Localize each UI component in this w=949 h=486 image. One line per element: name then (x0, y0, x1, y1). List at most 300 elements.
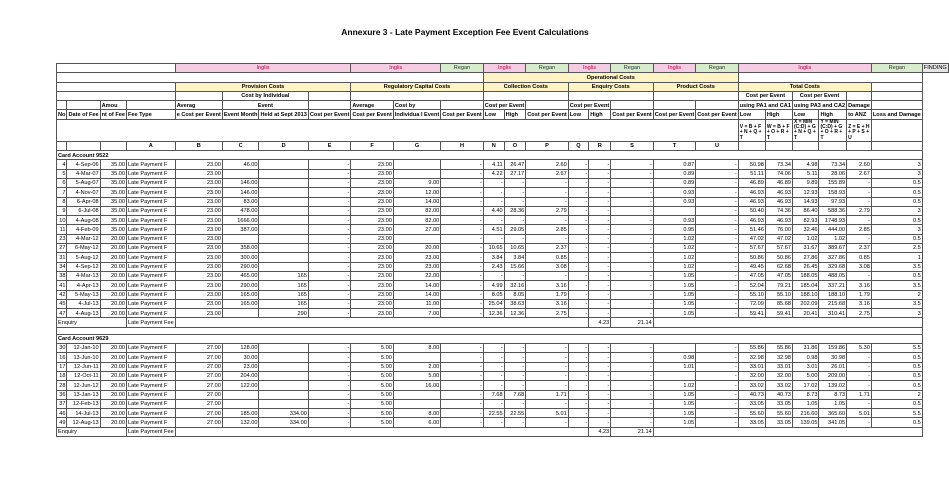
cell-x: 188.10 (792, 290, 819, 299)
cell-amt: 35.00 (100, 169, 126, 178)
cell-o: 15.66 (504, 262, 526, 271)
cell-aa: 0.5 (871, 381, 922, 390)
cell-y: 389.67 (819, 244, 847, 253)
cell-y: 1.05 (819, 399, 847, 408)
cell-s: - (611, 197, 654, 206)
cell-type: Late Payment F (126, 253, 175, 262)
cell-date: 13-Jan-13 (67, 390, 100, 399)
cell-type: Late Payment F (126, 381, 175, 390)
cell-n: 10.65 (483, 244, 504, 253)
cell-o: 32.16 (504, 281, 526, 290)
cell-y: 488.05 (819, 271, 847, 280)
cell-q: - (568, 169, 588, 178)
cell-q: - (568, 206, 588, 215)
letter-row: A B C D E F G H N O P Q R S T U (57, 141, 949, 150)
table-row (57, 169, 949, 178)
cell-y: 341.05 (819, 418, 847, 427)
cell-y: 97.93 (819, 197, 847, 206)
cell-h: - (441, 381, 484, 390)
cell-w: 79.21 (765, 281, 792, 290)
pa1-ca1-label: using PA1 and CA1 (739, 102, 791, 109)
cell-q: - (568, 299, 588, 308)
cell-o: 27.17 (504, 169, 526, 178)
cell-y: 329.68 (819, 262, 847, 271)
cell-b: 27.00 (175, 390, 222, 399)
formula-w: W = B + F + O + R + T (765, 119, 792, 141)
cell-c: 122.00 (222, 381, 259, 390)
cell-amt: 35.00 (100, 206, 126, 215)
cell-f: 5.00 (351, 362, 394, 371)
cell-w: 74.06 (765, 169, 792, 178)
cell-w: 32.98 (765, 353, 792, 362)
cell-w: 55.86 (765, 344, 792, 353)
cell-n: - (483, 381, 504, 390)
cell-r: - (589, 197, 611, 206)
cell-g: 16.00 (393, 381, 440, 390)
cell-y: 1.02 (819, 234, 847, 243)
cell-b: 23.00 (175, 253, 222, 262)
cell-v: 50.98 (738, 160, 765, 169)
cell-e: - (308, 262, 351, 271)
cell-aa: 0.5 (871, 271, 922, 280)
cell-t: 1.02 (653, 262, 696, 271)
cost-per-event-pa1-label: Cost per Event (738, 91, 792, 100)
cell-r: - (589, 169, 611, 178)
cell-n: 4.99 (483, 281, 504, 290)
table-row (57, 390, 949, 399)
cell-p: - (526, 371, 569, 380)
cell-c: 185.00 (222, 409, 259, 418)
cell-c: 30.00 (222, 353, 259, 362)
cell-s: - (611, 418, 654, 427)
section-label: Card Account 9629 (57, 334, 923, 343)
cell-date: 6-May-12 (67, 244, 100, 253)
cell-t: 0.89 (653, 178, 696, 187)
cell-aa: 3.5 (871, 299, 922, 308)
cell-r: - (589, 225, 611, 234)
cell-s: - (611, 309, 654, 318)
cell-q: - (568, 271, 588, 280)
cell-v: 32.98 (738, 353, 765, 362)
cell-h: - (441, 225, 484, 234)
cell-y: 28.06 (819, 169, 847, 178)
cell-date: 12-Aug-13 (67, 418, 100, 427)
cell-g: 27.00 (393, 225, 440, 234)
cell-g: 5.00 (393, 371, 440, 380)
cell-s: - (611, 399, 654, 408)
cell-q: - (568, 253, 588, 262)
cell-g: 8.00 (393, 409, 440, 418)
cell-d (259, 234, 308, 243)
cell-b: 23.00 (175, 188, 222, 197)
cell-w: 40.73 (765, 390, 792, 399)
cell-q: - (568, 344, 588, 353)
cell-e: - (308, 381, 351, 390)
enquiry-costs-header: Enquiry Costs (568, 82, 653, 91)
cell-no: 37 (57, 399, 67, 408)
cell-b: 27.00 (175, 399, 222, 408)
cell-p: - (526, 271, 569, 280)
cell-e: - (308, 309, 351, 318)
cell-y: 73.34 (819, 160, 847, 169)
cell-date: 12-Jan-10 (67, 344, 100, 353)
cell-v: 50.86 (738, 253, 765, 262)
cell-v: 57.67 (738, 244, 765, 253)
cell-n: - (483, 362, 504, 371)
cell-p: 3.16 (526, 299, 569, 308)
cell-date: 12-Feb-13 (67, 399, 100, 408)
cell-o: - (504, 362, 526, 371)
cell-w: 57.67 (765, 244, 792, 253)
cell-n: - (483, 234, 504, 243)
cell-s: - (611, 262, 654, 271)
cell-no: 38 (57, 271, 67, 280)
cell-o: 38.63 (504, 299, 526, 308)
cell-h: - (441, 371, 484, 380)
cell-amt: 20.00 (100, 262, 126, 271)
cell-f: 23.00 (351, 197, 394, 206)
cell-y: 365.60 (819, 409, 847, 418)
cell-p: 2.60 (526, 160, 569, 169)
cell-q: - (568, 362, 588, 371)
cell-f: 23.00 (351, 169, 394, 178)
cell-r: - (589, 188, 611, 197)
cell-x: 216.60 (792, 409, 819, 418)
cell-date: 4-Apr-13 (67, 281, 100, 290)
cell-o: 7.68 (504, 390, 526, 399)
cell-aa: 0.5 (871, 371, 922, 380)
cell-d (259, 381, 308, 390)
cost-by-individual-label: Cost by Individual (222, 91, 308, 100)
section-label: Card Account 9522 (57, 151, 923, 160)
cell-no: 27 (57, 244, 67, 253)
cell-amt: 20.00 (100, 299, 126, 308)
cell-n: 4.22 (483, 169, 504, 178)
cell-u: - (696, 381, 739, 390)
cell-q: - (568, 371, 588, 380)
cell-u: - (696, 409, 739, 418)
table-row (57, 216, 949, 225)
cell-b: 23.00 (175, 299, 222, 308)
cell-b: 23.00 (175, 206, 222, 215)
cell-d (259, 197, 308, 206)
cell-t: 1.05 (653, 299, 696, 308)
cell-d (259, 216, 308, 225)
cell-d (259, 225, 308, 234)
cell-type: Late Payment F (126, 309, 175, 318)
cell-b: 23.00 (175, 271, 222, 280)
cell-b: 23.00 (175, 169, 222, 178)
owner-collection-regan: Regan (526, 64, 569, 73)
cell-v: 50.40 (738, 206, 765, 215)
cell-o: 26.47 (504, 160, 526, 169)
cell-w: 32.00 (765, 371, 792, 380)
cell-t (653, 206, 696, 215)
cell-c: 23.00 (222, 362, 259, 371)
cell-x: 32.46 (792, 225, 819, 234)
cell-t: 1.02 (653, 381, 696, 390)
table-row (57, 353, 949, 362)
cell-x: 185.04 (792, 281, 819, 290)
cell-f: 23.00 (351, 216, 394, 225)
cell-w: 46.93 (765, 188, 792, 197)
cell-q: - (568, 353, 588, 362)
table-row (57, 271, 949, 280)
cell-aa: 2 (871, 290, 922, 299)
cell-v: 46.93 (738, 216, 765, 225)
cell-v: 72.09 (738, 299, 765, 308)
cell-h: - (441, 309, 484, 318)
table-row (57, 290, 949, 299)
cell-x: 5.00 (792, 371, 819, 380)
cell-type: Late Payment F (126, 234, 175, 243)
table-row (57, 188, 949, 197)
cell-z: - (847, 371, 872, 380)
owner-row (57, 64, 949, 73)
cell-date: 6-Apr-08 (67, 197, 100, 206)
cell-type: Late Payment F (126, 160, 175, 169)
cell-type: Late Payment F (126, 271, 175, 280)
cell-d: 165 (259, 271, 308, 280)
cell-r: - (589, 244, 611, 253)
cell-aa: 1 (871, 253, 922, 262)
cell-v: 59.41 (738, 309, 765, 318)
cell-u: - (696, 271, 739, 280)
cell-o: 8.05 (504, 290, 526, 299)
cell-p: - (526, 381, 569, 390)
cell-v: 46.89 (738, 178, 765, 187)
table-row (57, 344, 949, 353)
cell-z: 3.16 (847, 281, 872, 290)
cell-p: 3.08 (526, 262, 569, 271)
cell-e: - (308, 390, 351, 399)
enquiry-type: Late Payment Fee (127, 319, 174, 326)
cell-w: 47.05 (765, 271, 792, 280)
cell-r: - (589, 262, 611, 271)
cell-p: 2.85 (526, 225, 569, 234)
cell-f: 23.00 (351, 160, 394, 169)
cell-aa: 0.5 (871, 353, 922, 362)
cell-q: - (568, 399, 588, 408)
cell-d (259, 169, 308, 178)
cell-g: 12.00 (393, 188, 440, 197)
cell-h: - (441, 188, 484, 197)
cell-o: 12.36 (504, 309, 526, 318)
cell-v: 52.04 (738, 281, 765, 290)
cell-aa: 0.5 (871, 418, 922, 427)
collection-cost-per-event-label: Cost per Event (484, 102, 525, 109)
cell-t: 1.05 (653, 418, 696, 427)
cell-v: 55.86 (738, 344, 765, 353)
cell-t: 1.05 (653, 290, 696, 299)
cell-u: - (696, 253, 739, 262)
cell-u: - (696, 206, 739, 215)
cell-z: 2.67 (847, 169, 872, 178)
cell-c: 204.00 (222, 371, 259, 380)
cell-y: 588.36 (819, 206, 847, 215)
table-row (57, 206, 949, 215)
cell-amt: 35.00 (100, 197, 126, 206)
cell-w: 46.89 (765, 178, 792, 187)
cell-v: 51.11 (738, 169, 765, 178)
cell-date: 4-Sep-06 (67, 160, 100, 169)
cell-no: 47 (57, 309, 67, 318)
cell-d (259, 344, 308, 353)
cell-aa: 5.5 (871, 409, 922, 418)
cell-t (653, 371, 696, 380)
formula-row (57, 119, 949, 141)
cell-d: 165 (259, 299, 308, 308)
cell-aa: 3 (871, 206, 922, 215)
cell-c: 1666.00 (222, 216, 259, 225)
cell-aa: 2.5 (871, 244, 922, 253)
cell-y: 209.00 (819, 371, 847, 380)
cell-p: 3.16 (526, 281, 569, 290)
cell-h: - (441, 409, 484, 418)
cell-c: 465.00 (222, 271, 259, 280)
cell-f: 23.00 (351, 281, 394, 290)
cell-d (259, 206, 308, 215)
cell-p: - (526, 399, 569, 408)
section-header (57, 151, 949, 160)
cell-date: 4-Aug-13 (67, 309, 100, 318)
cell-v: 47.05 (738, 271, 765, 280)
cell-t: 1.05 (653, 399, 696, 408)
cell-z: - (847, 197, 872, 206)
cell-f: 23.00 (351, 253, 394, 262)
cell-r: - (589, 371, 611, 380)
owner-enquiry-regan: Regan (611, 64, 654, 73)
cell-amt: 20.00 (100, 309, 126, 318)
cell-x: 8.73 (792, 390, 819, 399)
cell-x: 188.05 (792, 271, 819, 280)
cell-p: 5.01 (526, 409, 569, 418)
cell-v: 33.05 (738, 418, 765, 427)
total-costs-header: Total Costs (738, 82, 871, 91)
cell-y: 337.21 (819, 281, 847, 290)
cell-g (393, 353, 440, 362)
cell-e: - (308, 253, 351, 262)
cell-u: - (696, 244, 739, 253)
cell-x: 14.93 (792, 197, 819, 206)
cell-r: - (589, 281, 611, 290)
cell-t: 0.89 (653, 169, 696, 178)
cell-q: - (568, 281, 588, 290)
formula-x: X = MIN (C:D) + G + N + Q + T (792, 119, 819, 141)
subheader-row-1 (57, 91, 949, 100)
cell-no: 4 (57, 160, 67, 169)
cell-type: Late Payment F (126, 169, 175, 178)
cell-aa: 3.5 (871, 262, 922, 271)
cell-amt: 35.00 (100, 160, 126, 169)
cell-c: 146.00 (222, 178, 259, 187)
cell-t: 1.05 (653, 409, 696, 418)
cell-t: 0.98 (653, 353, 696, 362)
cell-r: - (589, 299, 611, 308)
enquiry-row (57, 427, 949, 436)
cell-c: 290.00 (222, 262, 259, 271)
cell-x: 20.41 (792, 309, 819, 318)
cell-amt: 20.00 (100, 409, 126, 418)
cell-date: 12-Jun-11 (67, 362, 100, 371)
cell-x: 31.67 (792, 244, 819, 253)
cell-w: 55.60 (765, 409, 792, 418)
cell-amt: 20.00 (100, 399, 126, 408)
cell-b: 27.00 (175, 371, 222, 380)
cell-c: 128.00 (222, 344, 259, 353)
cell-t: 1.05 (653, 390, 696, 399)
date-header: Date of Fee (68, 111, 99, 118)
formula-v: V = B + F + N + Q + T (738, 119, 765, 141)
cell-q: - (568, 197, 588, 206)
cell-b: 23.00 (175, 178, 222, 187)
cell-v: 40.73 (738, 390, 765, 399)
cell-w: 74.36 (765, 206, 792, 215)
cell-no: 10 (57, 216, 67, 225)
cell-w: 33.01 (765, 362, 792, 371)
cell-b: 27.00 (175, 344, 222, 353)
cell-q: - (568, 216, 588, 225)
cell-t: 0.93 (653, 216, 696, 225)
enquiry-label: Enquiry (57, 318, 127, 327)
cell-d (259, 244, 308, 253)
cell-z: - (847, 418, 872, 427)
cell-n: 25.04 (483, 299, 504, 308)
cell-aa: 0.5 (871, 234, 922, 243)
cell-z: - (847, 216, 872, 225)
cell-b: 23.00 (175, 197, 222, 206)
cell-p: 2.79 (526, 206, 569, 215)
cell-x: 86.40 (792, 206, 819, 215)
cell-d (259, 353, 308, 362)
product-costs-header: Product Costs (653, 82, 738, 91)
cell-p: - (526, 216, 569, 225)
cell-c: 478.00 (222, 206, 259, 215)
cell-f: 5.00 (351, 418, 394, 427)
cell-g: 23.00 (393, 262, 440, 271)
cell-r: - (589, 399, 611, 408)
cell-s: - (611, 390, 654, 399)
cell-amt: 35.00 (100, 178, 126, 187)
cell-h: - (441, 169, 484, 178)
cell-r: - (589, 362, 611, 371)
cell-z: 1.71 (847, 390, 872, 399)
cell-h: - (441, 197, 484, 206)
pa3-ca2-label: using PA3 and CA2 (793, 102, 846, 109)
cell-f: 5.00 (351, 390, 394, 399)
cell-v: 55.60 (738, 409, 765, 418)
cell-v: 47.02 (738, 234, 765, 243)
cell-no: 8 (57, 197, 67, 206)
cell-aa: 0.5 (871, 216, 922, 225)
table-row (57, 178, 949, 187)
cell-o: - (504, 197, 526, 206)
cell-x: 4.98 (792, 160, 819, 169)
cell-aa: 0.5 (871, 197, 922, 206)
cell-date: 4-Nov-07 (67, 188, 100, 197)
cell-e: - (308, 371, 351, 380)
cell-z: 5.01 (847, 409, 872, 418)
cell-date: 4-Aug-08 (67, 216, 100, 225)
cell-d: 334.00 (259, 418, 308, 427)
formula-z: Z = E + H + P + S + U (847, 119, 872, 141)
cell-x: 12.93 (792, 188, 819, 197)
cell-q: - (568, 309, 588, 318)
cell-h: - (441, 178, 484, 187)
cell-z: - (847, 362, 872, 371)
cell-e: - (308, 344, 351, 353)
cell-d: 334.00 (259, 409, 308, 418)
